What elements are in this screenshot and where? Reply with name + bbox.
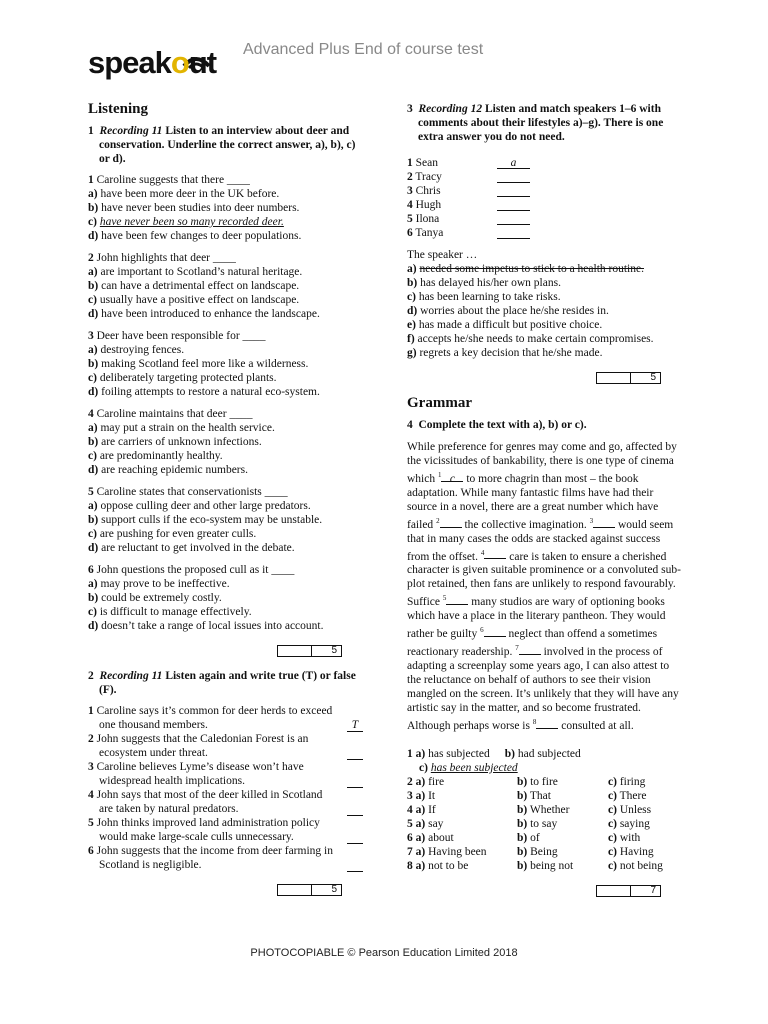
item-number: 1 (88, 705, 94, 717)
option-c: There (619, 789, 647, 802)
option-text: have been more deer in the UK before. (100, 188, 280, 200)
option-c-cell (608, 831, 640, 845)
answer-option (88, 343, 363, 357)
comment-text: has delayed his/her own plans. (420, 277, 561, 289)
question-text: Caroline suggests that there ____ (96, 174, 250, 186)
option-label-b: b) (517, 775, 528, 788)
speaker-name (407, 198, 497, 212)
option-b: to fire (530, 775, 558, 788)
option-text: oppose culling deer and other large predators. (100, 500, 311, 512)
option-row (407, 803, 682, 817)
answer-option (88, 463, 363, 477)
tf-answer-blank (347, 746, 363, 760)
gap-6 (484, 627, 506, 637)
option-text: are reaching epidemic numbers. (101, 464, 248, 476)
option-b-cell (517, 859, 608, 873)
question-text: Deer have been responsible for ____ (96, 330, 266, 342)
comment-text: regrets a key decision that he/she made. (419, 347, 603, 359)
option-a: say (428, 817, 444, 830)
task4-passage: While preference for genres may come and go, affected by the vicissitudes of bankability, there is one type of cinema which $^1$ c to more chagrin than most – the book adaptation. While many fantastic films have had their source in a novel, there are a great number which have failed $^2$ the collective imagination. $^3$ would seem that in many cases the odds are stacked against success from the offset. $^4$ care is taken to ensure a cherished character is given suitable prominence or a convoluted sub-plot retained, then fans are unlikely to respond favourably. Suffice $^5$ many studios are wary of optioning books which have a place in the literary pantheon. They would rather be guilty $^6$ neglect than offend a sometimes reactionary readership. $^7$ involved in the process of adapting a screenplay some years ago, I can also attest to the reluctance on behalf of authors to see their vision mangled on the screen. It’s unlikely that they will have any artistic say in the matter, and so become frustrated. Although perhaps worse is $^8$ consulted at all. (407, 441, 681, 732)
option-text: usually have a positive effect on landscape. (99, 294, 300, 306)
option-a: fire (428, 775, 445, 788)
option-text: have been introduced to enhance the landscape. (101, 308, 320, 320)
option-label-b: b) (517, 845, 528, 858)
option-label-a: a) (415, 859, 426, 872)
option-letter: c) (88, 294, 97, 306)
comment-option (407, 332, 682, 346)
item-number: 2 (88, 733, 94, 745)
option-number: 3 (407, 789, 413, 802)
answer-option (88, 421, 363, 435)
tf-answer-blank (347, 802, 363, 816)
option-label-c: c) (608, 789, 617, 802)
comment-option (407, 290, 682, 304)
option-label-a: a) (415, 845, 426, 858)
option-letter: c) (88, 216, 97, 228)
answer-option (88, 449, 363, 463)
speaker-name (407, 226, 497, 240)
answer-option (88, 499, 363, 513)
question-text: John highlights that deer ____ (96, 252, 236, 264)
speaker-name (407, 184, 497, 198)
option-text: are predominantly healthy. (99, 450, 223, 462)
speaker-row (407, 156, 682, 170)
speaker-label: Chris (415, 185, 441, 197)
option-c: Having (619, 845, 654, 858)
option-row (407, 817, 682, 831)
option-letter: d) (88, 464, 99, 476)
option-c-cell (608, 803, 651, 817)
answer-option (88, 293, 363, 307)
question-block (88, 251, 363, 321)
left-column (88, 102, 363, 908)
option-text: foiling attempts to restore a natural eco-system. (101, 386, 320, 398)
option-text: are pushing for even greater culls. (99, 528, 257, 540)
comment-letter: g) (407, 347, 417, 359)
speaker-label: Hugh (415, 199, 442, 211)
question-number: 6 (88, 564, 94, 576)
answer-option (88, 201, 363, 215)
option-letter: b) (88, 280, 99, 292)
option-c-cell (608, 859, 663, 873)
item-number: 4 (88, 789, 94, 801)
option-label-c: c) (608, 817, 617, 830)
option-a-cell (407, 845, 517, 859)
option-a: about (428, 831, 454, 844)
option-text: support culls if the eco-system may be unstable. (101, 514, 323, 526)
option-letter: d) (88, 386, 99, 398)
option-letter: d) (88, 620, 99, 632)
tf-item (88, 732, 363, 760)
option-b-cell (517, 831, 608, 845)
speaker-number: 6 (407, 227, 413, 239)
option-a: not to be (428, 859, 469, 872)
option-number: 2 (407, 775, 413, 788)
question-text: Caroline states that conservationists ____ (96, 486, 288, 498)
answer-option (88, 435, 363, 449)
answer-option (88, 187, 363, 201)
item-text: John says that most of the deer killed in Scotland are taken by natural predators. (96, 789, 323, 815)
task4-options (407, 747, 682, 873)
answer-option (88, 527, 363, 541)
option-letter: b) (88, 202, 99, 214)
page-title: Advanced Plus End of course test (243, 41, 484, 58)
speaker-row (407, 198, 682, 212)
option-label-a: a) (415, 789, 426, 802)
comment-letter: a) (407, 263, 417, 275)
answer-option (88, 541, 363, 555)
comment-option (407, 262, 682, 276)
option-label-b: b) (504, 747, 515, 760)
task3-comments (407, 262, 682, 360)
speaker-row (407, 212, 682, 226)
option-b-cell (517, 817, 608, 831)
speaker-answer-blank (497, 170, 530, 183)
speaker-label: Ilona (415, 213, 440, 225)
option-text: have never been studies into deer numbers. (101, 202, 300, 214)
comment-letter: b) (407, 277, 418, 289)
task4-score: 7 (407, 885, 682, 897)
option-b: of (530, 831, 540, 844)
tf-answer-blank (347, 858, 363, 872)
task3-speakers (407, 156, 682, 240)
option-letter: d) (88, 308, 99, 320)
option-row (407, 747, 682, 761)
option-a-cell (407, 859, 517, 873)
option-label-a: a) (415, 747, 426, 760)
question-stem (88, 563, 363, 577)
option-a: If (428, 803, 436, 816)
item-text: Caroline says it’s common for deer herds to exceed one thousand members. (96, 705, 333, 731)
question-text: John questions the proposed cull as it ____ (96, 564, 295, 576)
option-b-cell (517, 775, 608, 789)
answer-option (88, 279, 363, 293)
task1-questions (88, 173, 363, 633)
comment-text: worries about the place he/she resides in. (420, 305, 609, 317)
option-text: could be extremely costly. (101, 592, 222, 604)
option-text: deliberately targeting protected plants. (99, 372, 277, 384)
speaker-label: Tracy (415, 171, 442, 183)
option-text: may put a strain on the health service. (100, 422, 275, 434)
gap-3 (593, 518, 615, 528)
option-b-cell (517, 845, 608, 859)
option-b: That (529, 789, 551, 802)
tf-answer-blank: T (347, 718, 363, 732)
speaker-row (407, 226, 682, 240)
option-label-c: c) (608, 775, 617, 788)
option-a: It (428, 789, 436, 802)
option-letter: a) (88, 266, 98, 278)
speaker-label: Sean (415, 157, 438, 169)
speaker-name (407, 212, 497, 226)
option-text: have never been so many recorded deer. (99, 216, 284, 228)
gap-1: c (441, 472, 463, 482)
option-row (407, 761, 682, 775)
option-b-wrap (505, 748, 581, 760)
option-number: 1 (407, 747, 413, 760)
option-row (407, 859, 682, 873)
option-c: has been subjected (430, 761, 518, 774)
option-letter: b) (88, 592, 99, 604)
option-letter: b) (88, 514, 99, 526)
speaker-answer-blank (497, 198, 530, 211)
option-letter: a) (88, 422, 98, 434)
speaker-number: 2 (407, 171, 413, 183)
comment-letter: d) (407, 305, 418, 317)
option-text: destroying fences. (100, 344, 185, 356)
option-text: are carriers of unknown infections. (101, 436, 262, 448)
question-number: 5 (88, 486, 94, 498)
option-row (407, 845, 682, 859)
question-text: Caroline maintains that deer ____ (96, 408, 253, 420)
item-number: 6 (88, 845, 94, 857)
comment-option (407, 346, 682, 360)
comment-text: has made a difficult but positive choice. (418, 319, 603, 331)
question-block (88, 407, 363, 477)
listening-title: Listening (88, 101, 149, 117)
question-stem (88, 407, 363, 421)
speaker-name (407, 156, 497, 170)
item-text: John suggests that the Caledonian Forest is an ecosystem under threat. (96, 733, 309, 759)
option-row (407, 775, 682, 789)
option-number: 4 (407, 803, 413, 816)
question-stem (88, 173, 363, 187)
speaker-row (407, 184, 682, 198)
tf-item (88, 844, 363, 872)
option-text: are reluctant to get involved in the debate. (101, 542, 295, 554)
task2-instruction: 2 Recording 11 Listen again and write true (T) or false (F). (88, 670, 356, 696)
option-c: firing (619, 775, 646, 788)
option-c-cell (608, 789, 646, 803)
tf-item (88, 704, 363, 732)
tf-answer-blank (347, 830, 363, 844)
question-number: 2 (88, 252, 94, 264)
answer-option (88, 307, 363, 321)
answer-option (88, 265, 363, 279)
option-c: Unless (619, 803, 652, 816)
option-label-c: c) (419, 761, 428, 774)
footer-copyright: PHOTOCOPIABLE © Pearson Education Limited 2018 (250, 947, 518, 959)
item-number: 3 (88, 761, 94, 773)
comment-text: accepts he/she needs to make certain compromises. (417, 333, 654, 345)
option-text: doesn’t take a range of local issues into account. (101, 620, 324, 632)
item-number: 5 (88, 817, 94, 829)
question-block (88, 329, 363, 399)
comment-letter: e) (407, 319, 416, 331)
speaker-number: 3 (407, 185, 413, 197)
tf-item (88, 788, 363, 816)
question-number: 4 (88, 408, 94, 420)
option-a: Having been (428, 845, 487, 858)
grammar-title: Grammar (407, 395, 472, 411)
option-c-cell (608, 817, 650, 831)
answer-option (88, 229, 363, 243)
option-c: with (619, 831, 641, 844)
option-text: may prove to be ineffective. (100, 578, 230, 590)
question-block (88, 485, 363, 555)
speaker-name (407, 170, 497, 184)
option-label-a: a) (415, 831, 426, 844)
option-label-b: b) (517, 789, 528, 802)
comment-option (407, 276, 682, 290)
option-label-b: b) (517, 831, 528, 844)
tf-item (88, 760, 363, 788)
option-b: Whether (529, 803, 570, 816)
option-label-a: a) (415, 775, 426, 788)
tf-answer-blank (347, 774, 363, 788)
option-label-a: a) (415, 803, 426, 816)
item-text: Caroline believes Lyme’s disease won’t have widespread health implications. (96, 761, 304, 787)
option-letter: c) (88, 528, 97, 540)
option-c: saying (619, 817, 650, 830)
task2-score: 5 (88, 884, 363, 896)
task1-score: 5 (88, 645, 363, 657)
option-letter: a) (88, 500, 98, 512)
question-block (88, 173, 363, 243)
option-a: has subjected (428, 747, 490, 760)
tf-item (88, 816, 363, 844)
speaker-row (407, 170, 682, 184)
task3-score: 5 (407, 372, 682, 384)
item-text: John suggests that the income from deer farming in Scotland is negligible. (96, 845, 333, 871)
option-label-c: c) (608, 803, 617, 816)
item-text: John thinks improved land administration policy would make large-scale culls unnecessary. (96, 817, 320, 843)
option-a-cell (407, 789, 517, 803)
option-label-b: b) (517, 803, 528, 816)
option-row (407, 789, 682, 803)
answer-option (88, 215, 363, 229)
answer-option (88, 385, 363, 399)
comment-text: needed some impetus to stick to a health routine. (419, 263, 644, 275)
question-number: 1 (88, 174, 94, 186)
speaker-answer-blank (497, 184, 530, 197)
question-stem (88, 251, 363, 265)
option-label-b: b) (517, 859, 528, 872)
task3-lead: The speaker … (407, 249, 478, 261)
option-letter: d) (88, 542, 99, 554)
option-letter: d) (88, 230, 99, 242)
option-number: 8 (407, 859, 413, 872)
logo-text-speak: speak (88, 45, 171, 80)
option-b: being not (530, 859, 574, 872)
option-label-c: c) (608, 859, 617, 872)
speaker-answer-blank (497, 212, 530, 225)
task3-instruction: 3 Recording 12 Listen and match speakers 1–6 with comments about their lifestyles a)–g). There is one extra answer you do not need. (407, 103, 664, 143)
comment-text: has been learning to take risks. (418, 291, 561, 303)
option-row (407, 831, 682, 845)
answer-option (88, 513, 363, 527)
task4-instruction: 4 Complete the text with a), b) or c). (407, 419, 587, 431)
option-text: are important to Scotland’s natural heritage. (100, 266, 303, 278)
option-letter: a) (88, 578, 98, 590)
speaker-label: Tanya (415, 227, 444, 239)
option-letter: c) (88, 450, 97, 462)
option-b-cell (517, 789, 608, 803)
comment-option (407, 318, 682, 332)
option-b: Being (530, 845, 558, 858)
answer-option (88, 357, 363, 371)
option-letter: b) (88, 358, 99, 370)
answer-option (88, 605, 363, 619)
option-a-cell (407, 775, 517, 789)
option-label-c: c) (608, 831, 617, 844)
option-a-cell (407, 817, 517, 831)
answer-option (88, 591, 363, 605)
option-c: not being (619, 859, 663, 872)
option-letter: c) (88, 372, 97, 384)
option-text: making Scotland feel more like a wilderness. (101, 358, 309, 370)
option-a-cell (407, 831, 517, 845)
option-text: can have a detrimental effect on landscape. (101, 280, 300, 292)
speaker-number: 4 (407, 199, 413, 211)
option-c-cell (608, 845, 654, 859)
option-c-cell (608, 775, 645, 789)
option-number: 5 (407, 817, 413, 830)
question-number: 3 (88, 330, 94, 342)
speaker-answer-blank: a (497, 156, 530, 169)
option-number: 6 (407, 831, 413, 844)
option-letter: b) (88, 436, 99, 448)
option-label-b: b) (517, 817, 528, 830)
question-stem (88, 329, 363, 343)
question-stem (88, 485, 363, 499)
speaker-number: 5 (407, 213, 413, 225)
right-column (407, 102, 682, 909)
option-letter: c) (88, 606, 97, 618)
option-b-cell (517, 803, 608, 817)
option-letter: a) (88, 188, 98, 200)
comment-letter: f) (407, 333, 415, 345)
option-b: to say (530, 817, 558, 830)
option-a-cell (407, 803, 517, 817)
gap-8 (536, 719, 558, 729)
comment-option (407, 304, 682, 318)
gap-4 (484, 549, 506, 559)
question-block (88, 563, 363, 633)
answer-option (88, 371, 363, 385)
answer-option (88, 577, 363, 591)
option-text: is difficult to manage effectively. (99, 606, 252, 618)
option-letter: a) (88, 344, 98, 356)
option-text: have been few changes to deer populations. (101, 230, 302, 242)
option-label-c: c) (608, 845, 617, 858)
option-number: 7 (407, 845, 413, 858)
gap-7 (519, 645, 541, 655)
task1-instruction: 1 Recording 11 Listen to an interview about deer and conservation. Underline the correct answer, a), b), c) or d). (88, 125, 356, 165)
option-b: had subjected (517, 747, 581, 760)
logo-text-out: out (170, 45, 217, 80)
answer-option (88, 619, 363, 633)
task2-items (88, 704, 363, 872)
gap-5 (446, 595, 468, 605)
comment-letter: c) (407, 291, 416, 303)
speaker-answer-blank (497, 226, 530, 239)
speaker-number: 1 (407, 157, 413, 169)
gap-2 (440, 518, 462, 528)
option-label-a: a) (415, 817, 426, 830)
